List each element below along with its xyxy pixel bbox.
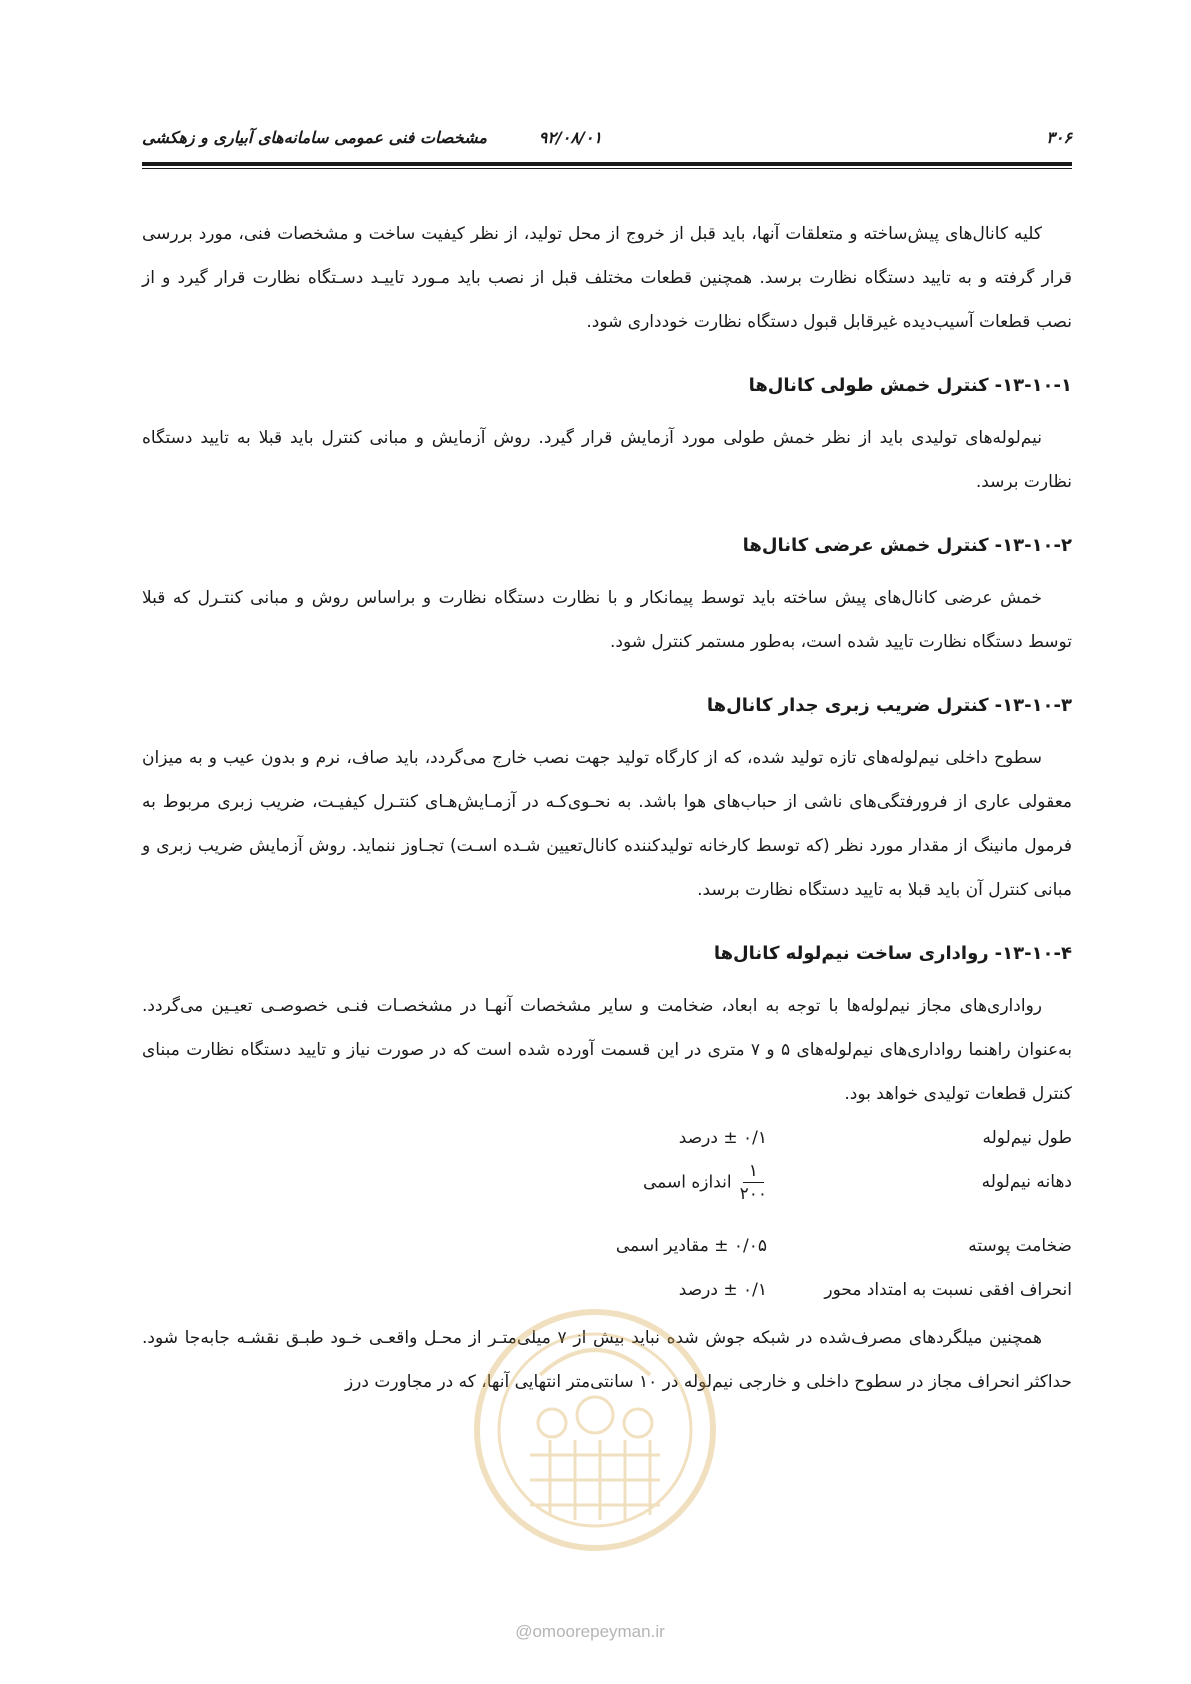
tolerance-value: ۰/۰۵ ± مقادیر اسمی [615, 1236, 767, 1256]
section-body-1: نیم‌لوله‌های تولیدی باید از نظر خمش طولی مورد آزمایش قرار گیرد. روش آزمایش و مبانی کنترل باید قبلا به تایید دستگاه نظارت برسد. [142, 428, 1072, 492]
page-number: ۳۰۶ [1046, 128, 1072, 147]
section-title: کنترل خمش عرضی کانال‌ها [742, 535, 989, 556]
tolerance-label: ضخامت پوسته [968, 1236, 1072, 1256]
intro-paragraph: کلیه کانال‌های پیش‌ساخته و متعلقات آنها، باید قبل از خروج از محل تولید، از نظر کیفیت ساخت و مشخصات فنی، مورد بررسی قرار گرفته و به تایید دستگاه نظارت برسد. همچنین قطعات مختلف قبل از نصب باید مـورد تاییـد دسـتگاه نظارت قرار گیرد و از نصب قطعات آسیب‌دیده غیرقابل قبول دستگاه نظارت خودداری شود. [142, 224, 1072, 332]
tolerance-label: انحراف افقی نسبت به امتداد محور [824, 1280, 1072, 1300]
section-body-3: سطوح داخلی نیم‌لوله‌های تازه تولید شده، که از کارگاه تولید جهت نصب خارج می‌گردد، باید صاف، نرم و بدون عیب و به میزان معقولی عاری از فرورفتگی‌های ناشی از حباب‌های هوا باشد. به نحـوی‌کـه در آزمـایش‌هـای کنتـرل کیفیـت، ضریب زبری مربوط به فرمول مانینگ از مقدار مورد نظر (که توسط کارخانه تولیدکننده کانال‌تعیین شـده اسـت) تجـاوز ننماید. روش آزمایش ضریب زبری و مبانی کنترل آن باید قبلا به تایید دستگاه نظارت برسد. [142, 748, 1072, 900]
tolerance-value-text: اندازه اسمی [643, 1172, 732, 1193]
header-date: ۹۲/۰۸/۰۱ [538, 128, 602, 147]
page-header [142, 120, 1072, 148]
header-title: مشخصات فنی عمومی سامانه‌های آبیاری و زهکشی [142, 128, 487, 147]
fraction-denominator: ۲۰۰ [739, 1184, 767, 1204]
tolerance-table [142, 1116, 1072, 1316]
tolerance-value: ۰/۱ ± درصد [678, 1128, 767, 1148]
fraction [740, 1160, 767, 1205]
tolerance-value [643, 1160, 767, 1205]
section-title: رواداری ساخت نیم‌لوله کانال‌ها [713, 943, 989, 964]
header-rule-thick [142, 162, 1072, 166]
section-body-2: خمش عرضی کانال‌های پیش ساخته باید توسط پیمانکار و با نظارت دستگاه نظارت و براساس روش و مبانی کنتـرل که قبلا توسط دستگاه نظارت تایید شده است، به‌طور مستمر کنترل شود. [142, 588, 1072, 652]
tolerance-row [142, 1268, 1072, 1312]
section-number: ۱۳-۱۰-۲- [994, 535, 1072, 556]
section-number: ۱۳-۱۰-۳- [994, 695, 1072, 716]
tolerance-label: طول نیم‌لوله [982, 1128, 1072, 1148]
watermark-site: @omoorepeyman.ir [515, 1622, 665, 1641]
section-heading-1 [142, 368, 1072, 404]
section-number: ۱۳-۱۰-۴- [994, 943, 1072, 964]
closing-paragraph: همچنین میلگردهای مصرف‌شده در شبکه جوش شده نباید بیش از ۷ میلی‌متـر از محـل واقعـی خـود طبـق نقشـه جابه‌جا شود. حداکثر انحراف مجاز در سطوح داخلی و خارجی نیم‌لوله در ۱۰ سانتی‌متر انتهایی آنها، که در مجاورت درز [142, 1328, 1072, 1392]
tolerance-row [142, 1116, 1072, 1160]
tolerance-row [142, 1160, 1072, 1224]
page-body [142, 212, 1072, 1404]
tolerance-label: دهانه نیم‌لوله [981, 1172, 1072, 1192]
fraction-numerator: ۱ [743, 1160, 764, 1183]
section-title: کنترل ضریب زبری جدار کانال‌ها [706, 695, 989, 716]
tolerance-row [142, 1224, 1072, 1268]
header-rule-thin [142, 168, 1072, 169]
section-title: کنترل خمش طولی کانال‌ها [748, 375, 989, 396]
tolerance-value: ۰/۱ ± درصد [678, 1280, 767, 1300]
section-body-4: رواداری‌های مجاز نیم‌لوله‌ها با توجه به ابعاد، ضخامت و سایر مشخصات آنهـا در مشخصـات فنـی خصوصـی تعیـین می‌گردد. به‌عنوان راهنما رواداری‌های نیم‌لوله‌های ۵ و ۷ متری در این قسمت آورده شده است که در صورت نیاز و تایید دستگاه نظارت مبنای کنترل قطعات تولیدی خواهد بود. [142, 996, 1073, 1104]
section-heading-4 [142, 936, 1072, 972]
section-heading-2 [142, 528, 1072, 564]
section-number: ۱۳-۱۰-۱- [994, 375, 1072, 396]
section-heading-3 [142, 688, 1072, 724]
